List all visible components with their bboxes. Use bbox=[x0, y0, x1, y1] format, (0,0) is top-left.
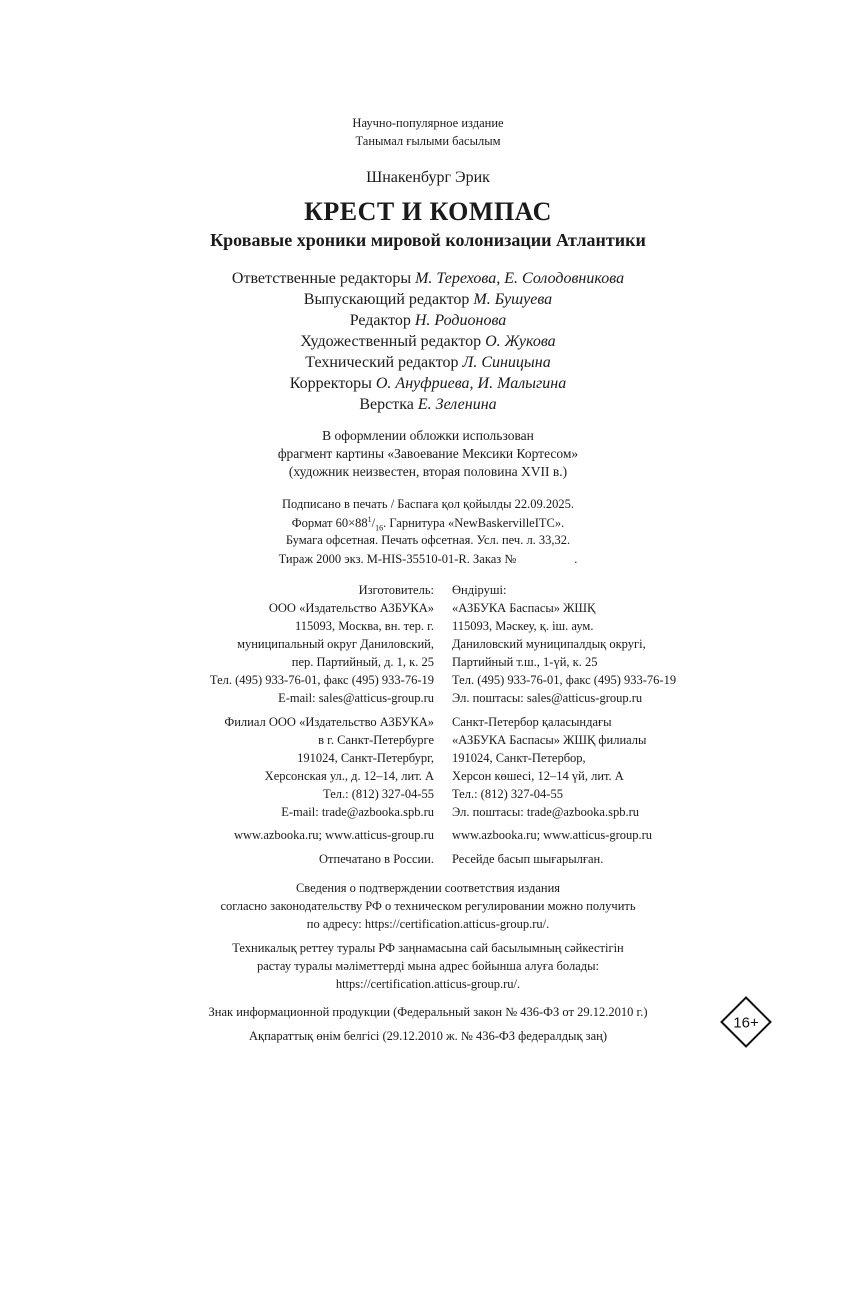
publisher-kz-line: Өндіруші: bbox=[452, 583, 507, 597]
publisher-kz-line: Тел. (495) 933-76-01, факс (495) 933-76-19 bbox=[452, 673, 677, 687]
book-author: Шнакенбург Эрик bbox=[366, 169, 490, 186]
cert-kz-link[interactable]: https://certification.atticus-group.ru/. bbox=[335, 977, 521, 991]
publisher-ru-line: Изготовитель: bbox=[358, 583, 434, 597]
info-sign-ru: Знак информационной продукции (Федеральный закон № 436-ФЗ от 29.12.2010 г.) bbox=[208, 1005, 648, 1019]
website-links-ru[interactable]: www.azbooka.ru; www.atticus-group.ru bbox=[233, 828, 434, 842]
branch-kz-line: Санкт-Петербор қаласындағы bbox=[452, 715, 612, 729]
publisher-ru-line: пер. Партийный, д. 1, к. 25 bbox=[291, 655, 434, 669]
branch-ru-line: Тел.: (812) 327-04-55 bbox=[323, 787, 434, 801]
age-rating-label: 16+ bbox=[733, 1014, 759, 1032]
printed-in-ru: Отпечатано в России. bbox=[319, 852, 434, 866]
branch-ru-line: 191024, Санкт-Петербург, bbox=[297, 751, 434, 765]
credit-line: Корректоры О. Ануфриева, И. Малыгина bbox=[289, 375, 567, 392]
branch-kz-line: Херсон көшесі, 12–14 үй, лит. А bbox=[452, 769, 624, 783]
publisher-ru-line: муниципальный округ Даниловский, bbox=[237, 637, 434, 651]
publisher-ru-email[interactable]: E-mail: sales@atticus-group.ru bbox=[278, 691, 434, 705]
credit-line: Выпускающий редактор М. Бушуева bbox=[303, 291, 553, 308]
branch-kz-line: «АЗБУКА Баспасы» ЖШҚ филиалы bbox=[452, 733, 647, 747]
cover-note-line: (художник неизвестен, вторая половина XVII в.) bbox=[288, 464, 568, 479]
publisher-kz-line: 115093, Мәскеу, қ. іш. аум. bbox=[452, 619, 594, 633]
publisher-kz-line: Даниловский муниципалдық округі, bbox=[452, 637, 646, 651]
publisher-kz-line: Партийный т.ш., 1-үй, к. 25 bbox=[452, 655, 598, 669]
publisher-kz-line: «АЗБУКА Баспасы» ЖШҚ bbox=[452, 601, 596, 615]
website-links-kz[interactable]: www.azbooka.ru; www.atticus-group.ru bbox=[452, 828, 653, 842]
printed-in-kz: Ресейде басып шығарылған. bbox=[452, 852, 604, 866]
age-rating-badge bbox=[720, 996, 772, 1048]
book-title: КРЕСТ И КОМПАС bbox=[304, 197, 552, 226]
credit-line: Технический редактор Л. Синицына bbox=[305, 354, 551, 371]
branch-kz-line: 191024, Санкт-Петербор, bbox=[452, 751, 586, 765]
credit-line: Верстка Е. Зеленина bbox=[359, 396, 497, 413]
cert-ru-line: согласно законодательству РФ о техническом регулировании можно получить bbox=[220, 899, 636, 913]
credit-line: Редактор Н. Родионова bbox=[349, 312, 507, 329]
branch-ru-line: Херсонская ул., д. 12–14, лит. А bbox=[264, 769, 434, 783]
publisher-ru-line: ООО «Издательство АЗБУКА» bbox=[268, 601, 434, 615]
info-sign-kz: Ақпараттық өнім белгісі (29.12.2010 ж. № 436-ФЗ федералдық заң) bbox=[249, 1029, 607, 1043]
genre-kz: Танымал ғылыми басылым bbox=[355, 134, 501, 148]
branch-ru-line: Филиал ООО «Издательство АЗБУКА» bbox=[224, 715, 434, 729]
credit-line: Ответственные редакторы М. Терехова, Е. Солодовникова bbox=[231, 270, 625, 287]
print-paper: Бумага офсетная. Печать офсетная. Усл. печ. л. 33,32. bbox=[285, 533, 571, 547]
genre-ru: Научно-популярное издание bbox=[352, 116, 504, 130]
cert-kz-line: Техникалық реттеу туралы РФ заңнамасына сай басылымның сәйкестігін bbox=[232, 941, 624, 955]
cert-ru-line: Сведения о подтверждении соответствия издания bbox=[295, 881, 561, 895]
book-subtitle: Кровавые хроники мировой колонизации Атлантики bbox=[210, 230, 646, 250]
credit-line: Художественный редактор О. Жукова bbox=[300, 333, 556, 350]
print-run: Тираж 2000 экз. M-HIS-35510-01-R. Заказ № . bbox=[278, 552, 578, 566]
publisher-ru-line: 115093, Москва, вн. тер. г. bbox=[294, 619, 434, 633]
print-format: Формат $60\times 88^1/_{16}$. Гарнитура «NewBaskervilleITC». bbox=[291, 515, 565, 533]
branch-kz-line: Тел.: (812) 327-04-55 bbox=[452, 787, 563, 801]
branch-ru-email[interactable]: E-mail: trade@azbooka.spb.ru bbox=[281, 805, 434, 819]
cert-kz-line: растау туралы мәліметтерді мына адрес бойынша алуға болады: bbox=[256, 959, 600, 973]
branch-ru-line: в г. Санкт-Петербурге bbox=[318, 733, 434, 747]
cert-ru-link[interactable]: по адресу: https://certification.atticus-group.ru/. bbox=[306, 917, 550, 931]
print-signed: Подписано в печать / Баспаға қол қойылды 22.09.2025. bbox=[281, 497, 575, 511]
branch-kz-email[interactable]: Эл. поштасы: trade@azbooka.spb.ru bbox=[452, 805, 640, 819]
publisher-ru-line: Тел. (495) 933-76-01, факс (495) 933-76-19 bbox=[209, 673, 434, 687]
cover-note-line: фрагмент картины «Завоевание Мексики Кортесом» bbox=[277, 446, 579, 461]
cover-note-line: В оформлении обложки использован bbox=[322, 428, 534, 443]
publisher-kz-email[interactable]: Эл. поштасы: sales@atticus-group.ru bbox=[452, 691, 643, 705]
